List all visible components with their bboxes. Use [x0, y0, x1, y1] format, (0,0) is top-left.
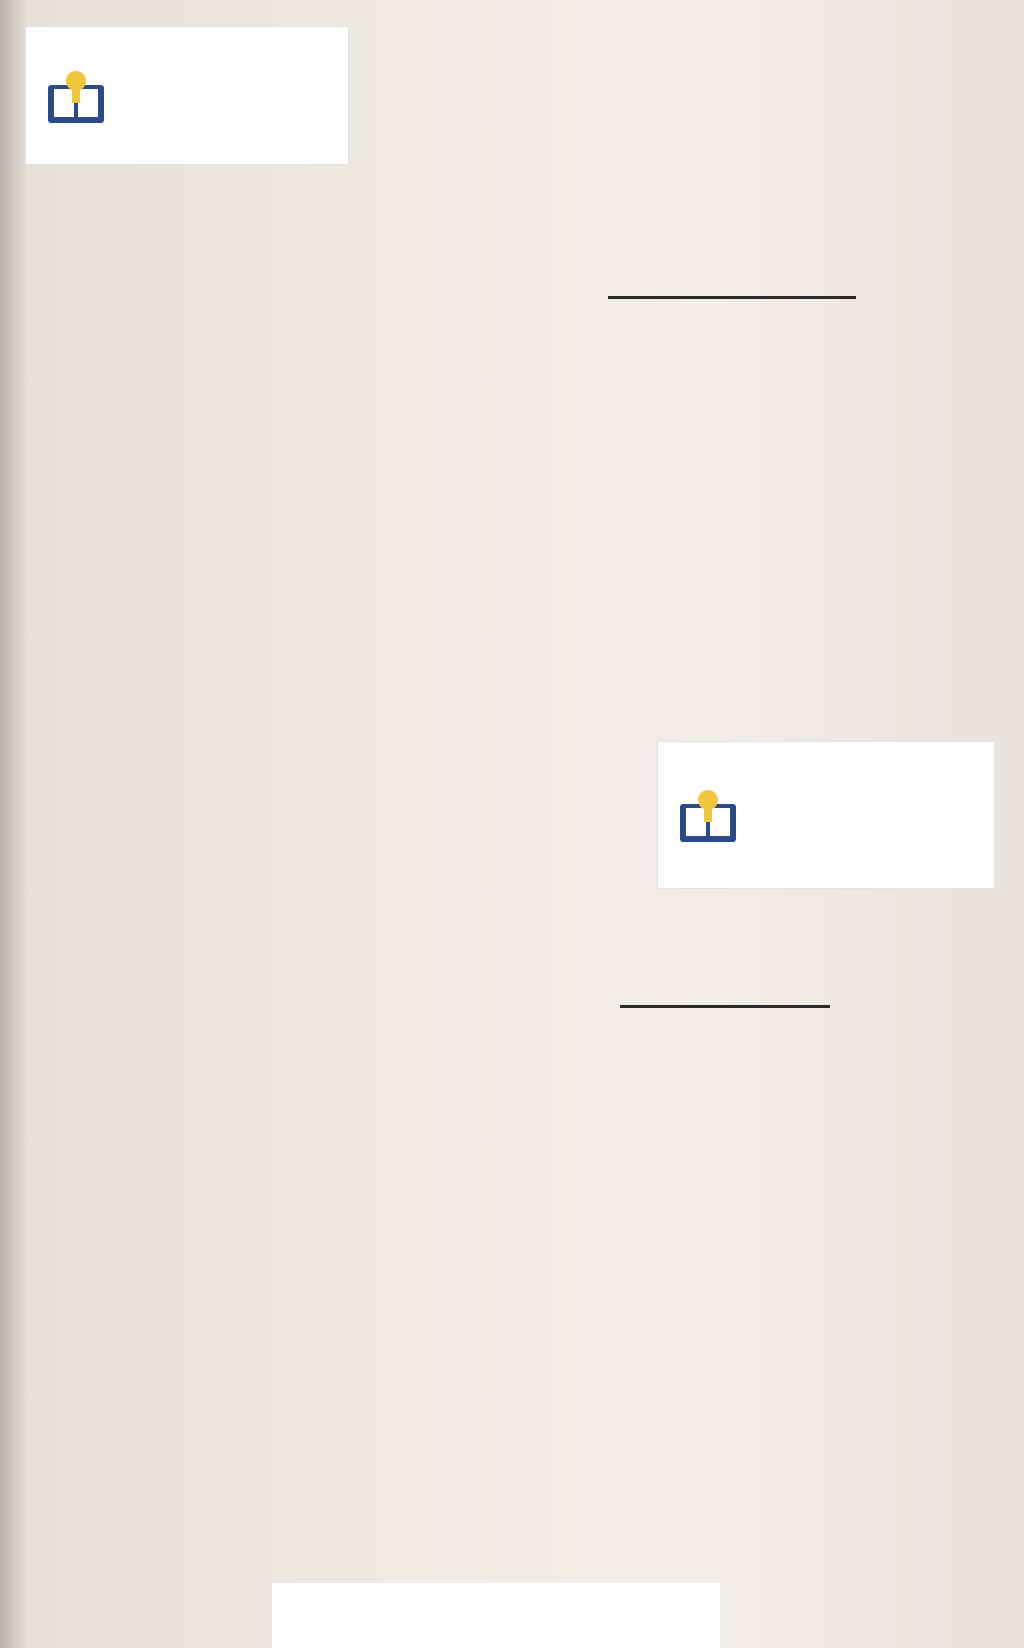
toc-row	[0, 595, 600, 639]
toc-row	[0, 486, 600, 530]
toc-row	[0, 213, 600, 257]
watermark-logo-top	[26, 27, 348, 164]
toc-row	[0, 759, 600, 803]
footer-url-banner	[272, 1583, 720, 1648]
toc-row	[0, 267, 600, 311]
toc-row	[0, 540, 600, 584]
toc-row	[0, 1523, 600, 1567]
toc-row	[0, 376, 600, 420]
toc-row	[0, 1086, 600, 1130]
toc-row	[0, 431, 600, 475]
watermark-logo-middle	[658, 742, 994, 888]
toc-row	[0, 1305, 600, 1349]
toc-row	[0, 977, 600, 1021]
toc-row	[0, 1141, 600, 1185]
heading-underline	[608, 296, 856, 299]
toc-row	[0, 158, 600, 202]
book-icon	[44, 65, 108, 129]
heading-underline	[620, 1005, 830, 1008]
toc-row	[0, 649, 600, 693]
toc-row	[0, 1414, 600, 1458]
toc-row	[0, 922, 600, 966]
toc-row	[0, 322, 600, 366]
toc-row	[0, 704, 600, 748]
toc-row	[0, 813, 600, 857]
toc-row	[0, 1032, 600, 1076]
toc-row	[0, 868, 600, 912]
book-icon	[676, 784, 740, 848]
toc-row	[0, 1250, 600, 1294]
toc-row	[0, 1359, 600, 1403]
toc-row	[0, 1468, 600, 1512]
toc-row	[0, 1195, 600, 1239]
